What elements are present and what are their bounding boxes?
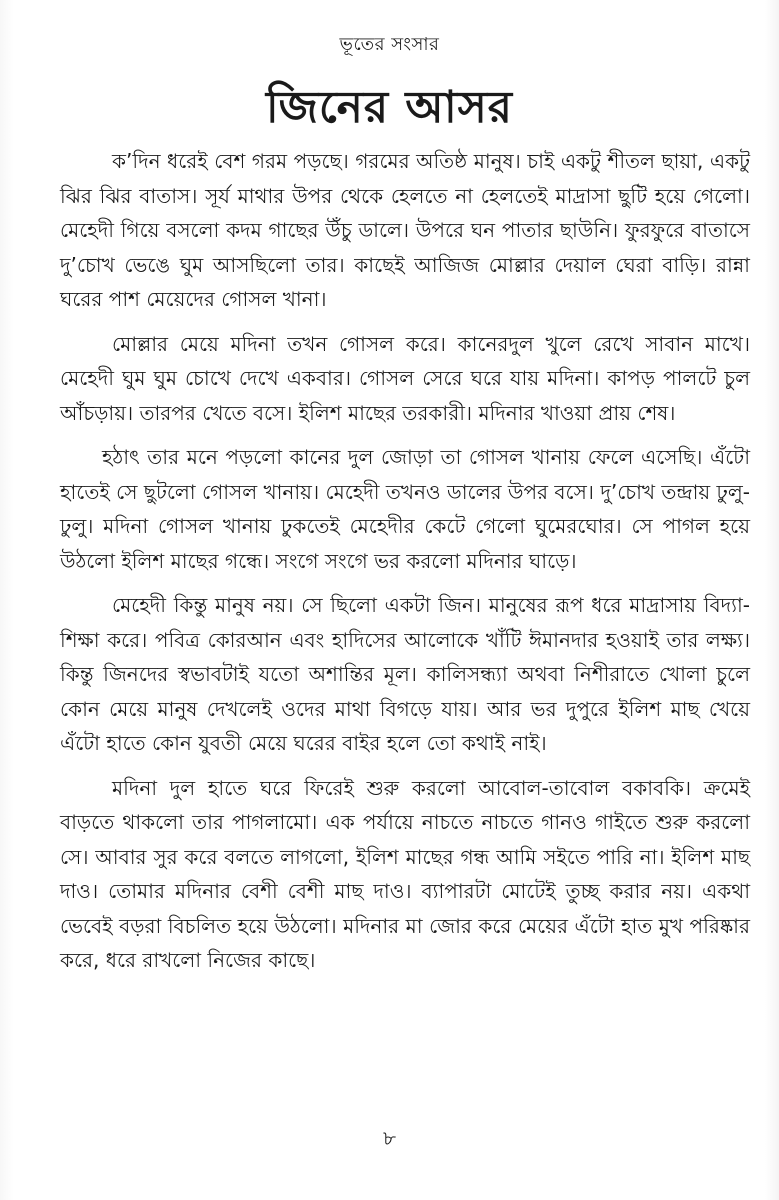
paragraph-1: ক’দিন ধরেই বেশ গরম পড়ছে। গরমের অতিষ্ঠ মানুষ। চাই একটু শীতল ছায়া, একটু ঝির ঝির বাতাস। সূর্য মাথার উপর থেকে হেলতে না হেলতেই মাদ্রাসা ছুটি হয়ে গেলো। মেহেদী গিয়ে বসলো কদম গাছের উঁচু ডালে। উপরে ঘন পাতার ছাউনি। ফুরফুরে বাতাসে দু’চোখ ভেঙে ঘুম আসছিলো তার। কাছেই আজিজ মোল্লার দেয়াল ঘেরা বাড়ি। রান্না ঘরের পাশ মেয়েদের গোসল খানা। — [60, 149, 750, 311]
paragraph-4: মেহেদী কিন্তু মানুষ নয়। সে ছিলো একটা জিন। মানুষের রূপ ধরে মাদ্রাসায় বিদ্যা-শিক্ষা করে। পবিত্র কোরআন এবং হাদিসের আলোকে খাঁটি ঈমানদার হওয়াই তার লক্ষ্য। কিন্তু জিনদের স্বভাবটাই যতো অশান্তির মূল। কালিসন্ধ্যা অথবা নিশীরাতে খোলা চুলে কোন মেয়ে মানুষ দেখলেই ওদের মাথা বিগড়ে যায়। আর ভর দুপুরে ইলিশ মাছ খেয়ে এঁটো হাতে কোন যুবতী মেয়ে ঘরের বাইর হলে তো কথাই নাই। — [60, 593, 750, 755]
paragraph-2: মোল্লার মেয়ে মদিনা তখন গোসল করে। কানেরদুল খুলে রেখে সাবান মাখে। মেহেদী ঘুম ঘুম চোখে দেখে একবার। গোসল সেরে ঘরে যায় মদিনা। কাপড় পালটে চুল আঁচড়ায়। তারপর খেতে বসে। ইলিশ মাছের তরকারী। মদিনার খাওয়া প্রায় শেষ। — [60, 331, 750, 425]
paragraph-5: মদিনা দুল হাতে ঘরে ফিরেই শুরু করলো আবোল-তাবোল বকাবকি। ক্রমেই বাড়তে থাকলো তার পাগলামো। এক পর্যায়ে নাচতে নাচতে গানও গাইতে শুরু করলো সে। আবার সুর করে বলতে লাগলো, ইলিশ মাছের গন্ধ আমি সইতে পারি না। ইলিশ মাছ দাও। তোমার মদিনার বেশী বেশী মাছ দাও। ব্যাপারটা মোটেই তুচ্ছ করার নয়। একথা ভেবেই বড়রা বিচলিত হয়ে উঠলো। মদিনার মা জোর করে মেয়ের এঁটো হাত মুখ পরিষ্কার করে, ধরে রাখলো নিজের কাছে। — [60, 775, 750, 972]
body-text — [60, 144, 750, 988]
page-number: ৮ — [383, 1126, 396, 1150]
running-header: ভূতের সংসার — [339, 34, 440, 55]
paragraph-3: হঠাৎ তার মনে পড়লো কানের দুল জোড়া তা গোসল খানায় ফেলে এসেছি। এঁটো হাতেই সে ছুটলো গোসল খানায়। মেহেদী তখনও ডালের উপর বসে। দু’চোখ তন্দ্রায় ঢুলু- ঢুলু। মদিনা গোসল খানায় ঢুকতেই মেহেদীর কেটে গেলো ঘুমেরঘোর। সে পাগল হয়ে উঠলো ইলিশ মাছের গন্ধে। সংগে সংগে ভর করলো মদিনার ঘাড়ে। — [60, 445, 750, 573]
chapter-title: জিনের আসর — [265, 82, 513, 133]
